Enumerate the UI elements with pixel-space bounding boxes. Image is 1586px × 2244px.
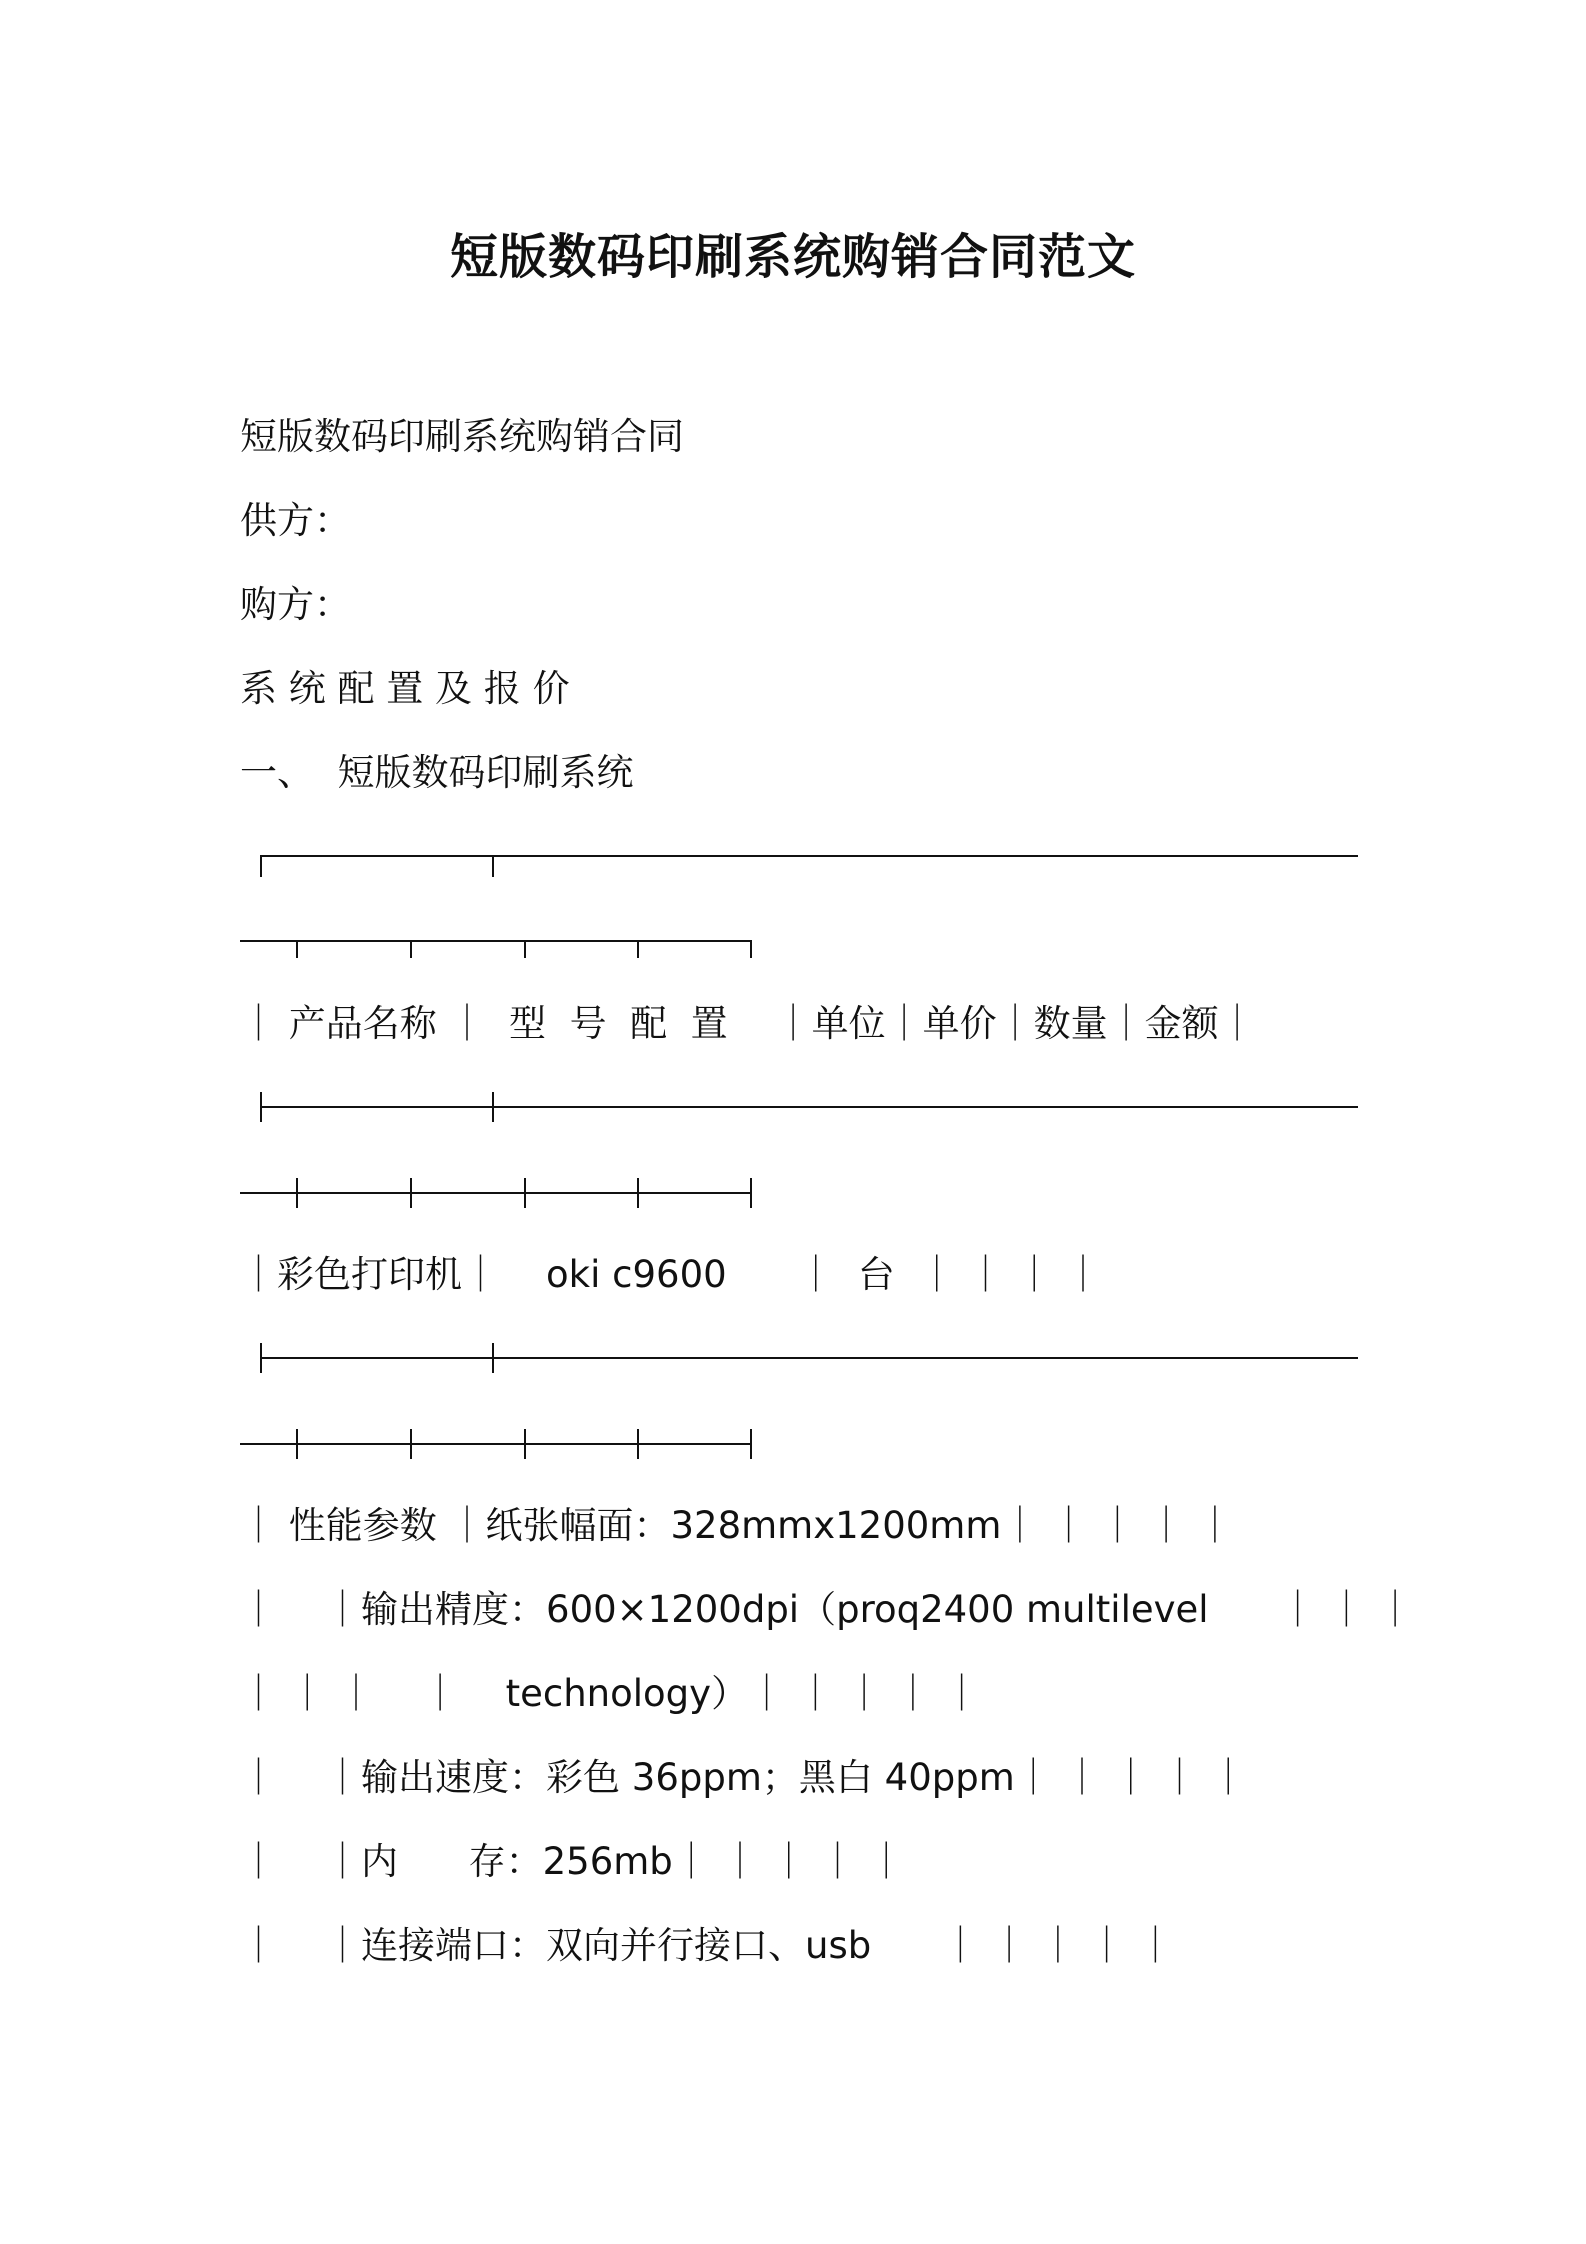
table-border-tick	[296, 1429, 298, 1459]
table-row-specs-memory: ｜ ｜内 存：256mb｜ ｜ ｜ ｜ ｜	[240, 1840, 905, 1883]
table-border-tick	[410, 1429, 412, 1459]
document-title: 短版数码印刷系统购销合同范文	[449, 229, 1136, 285]
buyer-label: 购方：	[240, 583, 351, 626]
table-row-specs-resolution: ｜ ｜输出精度：600×1200dpi（proq2400 multilevel ｜ ｜ ｜	[240, 1588, 1414, 1631]
table-border-tick	[296, 940, 298, 958]
table-row-specs-paper: ｜ 性能参数 ｜纸张幅面：328mmx1200mm｜ ｜ ｜ ｜ ｜	[240, 1504, 1234, 1547]
table-border-tick	[637, 1178, 639, 1208]
table-border-tick	[750, 1429, 752, 1459]
table-border-top	[260, 855, 1358, 857]
table-border-top-cont	[240, 940, 752, 942]
table-border-tick	[410, 1178, 412, 1208]
table-border-tick	[260, 855, 262, 877]
table-header-row: ｜ 产品名称 ｜ 型 号 配 置 ｜单位｜单价｜数量｜金额｜	[240, 1002, 1256, 1045]
table-border-tick	[492, 1343, 494, 1373]
table-border-tick	[492, 855, 494, 877]
table-border-tick	[524, 1178, 526, 1208]
table-border-tick	[296, 1178, 298, 1208]
table-border-mid	[260, 1357, 1358, 1359]
table-border-tick	[637, 1429, 639, 1459]
table-border-tick	[637, 940, 639, 958]
table-border-tick	[750, 1178, 752, 1208]
table-border-tick	[492, 1092, 494, 1122]
section-one-heading: 一、 短版数码印刷系统	[240, 751, 634, 794]
table-row-printer: ｜彩色打印机｜ oki c9600 ｜ 台 ｜ ｜ ｜ ｜	[240, 1253, 1102, 1296]
table-row-specs-technology: ｜ ｜ ｜ ｜ technology）｜ ｜ ｜ ｜ ｜	[240, 1672, 981, 1715]
table-border-mid-cont	[240, 1443, 752, 1445]
table-border-tick	[524, 1429, 526, 1459]
contract-heading: 短版数码印刷系统购销合同	[240, 415, 684, 458]
supplier-label: 供方：	[240, 499, 351, 542]
table-border-tick	[750, 940, 752, 958]
table-border-tick	[260, 1092, 262, 1122]
table-border-mid	[260, 1106, 1358, 1108]
config-heading: 系 统 配 置 及 报 价	[240, 667, 570, 710]
table-border-tick	[410, 940, 412, 958]
table-row-specs-speed: ｜ ｜输出速度：彩色 36ppm；黑白 40ppm｜ ｜ ｜ ｜ ｜	[240, 1756, 1247, 1799]
table-row-specs-ports: ｜ ｜连接端口：双向并行接口、usb ｜ ｜ ｜ ｜ ｜	[240, 1924, 1174, 1967]
table-border-tick	[260, 1343, 262, 1373]
table-border-tick	[524, 940, 526, 958]
table-border-mid-cont	[240, 1192, 752, 1194]
